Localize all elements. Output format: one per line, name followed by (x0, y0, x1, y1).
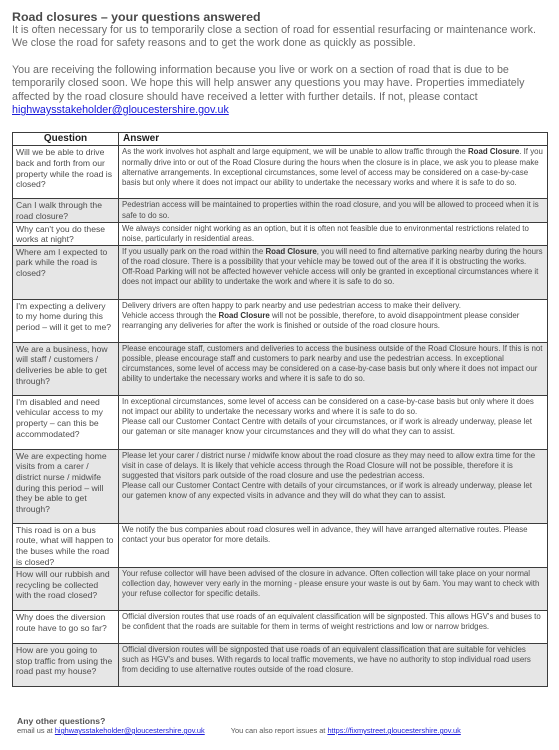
table-row (13, 395, 548, 449)
answer-text: Please call our Customer Contact Centre with details of your circumstances, or if work is already underway, please let our gatemen know of any expected visits in advance and they will do what they can to assist. (122, 481, 532, 501)
answer-bold-text: Road Closure (467, 147, 520, 157)
question-cell: We are expecting home visits from a carer / district nurse / midwife during this period – will they be able to get through? (13, 449, 119, 523)
answer-cell: Pedestrian access will be maintained to properties within the road closure, and you will be allowed to proceed when it is safe to do so. (119, 199, 548, 222)
question-cell: Will we be able to drive back and forth from our property while the road is closed? (13, 146, 119, 199)
answer-cell (119, 395, 548, 449)
table-row (13, 299, 548, 342)
answer-text: Please call our Customer Contact Centre with details of your circumstances, or if work is already underway, please let our gateman or site manager know your circumstances and they will do what they can to assist. (122, 417, 532, 437)
answer-cell (119, 245, 548, 299)
answer-text: Please let your carer / district nurse / midwife know about the road closure as they may need to allow extra time for the visit in case of delays. It is likely that vehicle access through the Road Closure will not be possible, therefore it is suggested that visitors park outside of the road closure and use the pedestrian access. (122, 450, 536, 480)
answer-column-header: Answer (119, 133, 548, 146)
qa-table (12, 132, 548, 687)
question-cell: Can I walk through the road closure? (13, 199, 119, 222)
answer-text: . If you normally drive into or out of the Road Closure during the hours when the closure is in place, we ask you to please make alternative arrangements. In exceptional circumstances, some level of access may be considered on a case-by-case basis but only where it does not impact our ability to undertake the necessary works and where it is safe to do so. (122, 147, 543, 187)
question-cell: We are a business, how will staff / customers / deliveries be able to get through? (13, 342, 119, 395)
intro-paragraph-1: It is often necessary for us to temporarily close a section of road for essential resurfacing or maintenance work. We close the road for safety reasons and to get the work done as quickly as possible. (12, 24, 536, 50)
answer-cell: Official diversion routes will be signposted that use roads of an equivalent classification that are suitable for vehicles such as HGV's and buses. With regards to local traffic movements, we have no authority to stop individual road users from deciding to use alternative routes outside of the road closure. (119, 644, 548, 687)
footer-contact-line (17, 726, 547, 736)
question-cell: How will our rubbish and recycling be collected with the road closed? (13, 568, 119, 611)
table-row (13, 222, 548, 245)
table-row (13, 523, 548, 567)
table-row (13, 644, 548, 687)
question-cell: I'm expecting a delivery to my home during this period – will it get to me? (13, 299, 119, 342)
table-row (13, 611, 548, 644)
answer-cell: Your refuse collector will have been advised of the closure in advance. Often collection will take place on your normal collection day, however very early in the morning - please ensure your waste is out by 6am. You may want to check with your refuse collector for specific details. (119, 568, 548, 611)
question-cell: I'm disabled and need vehicular access to my property – can this be accommodated? (13, 395, 119, 449)
footer-email-link[interactable]: highwaysstakeholder@gloucestershire.gov.uk (54, 726, 205, 735)
answer-text: If you usually park on the road within the (122, 246, 266, 256)
answer-cell: We notify the bus companies about road closures well in advance, they will have arranged alternative routes. Please contact your bus operator for more details. (119, 523, 548, 567)
intro-paragraph-2-text: You are receiving the following information because you live or work on a section of road that is due to be temporarily closed soon. We hope this will help answer any questions you may have. Properties immediately affected by the road closure should have received a letter with further details. If not, please contact (12, 63, 525, 103)
table-row (13, 449, 548, 523)
answer-bold-text: Road Closure (218, 310, 270, 320)
qa-table-header (13, 133, 548, 146)
table-row (13, 245, 548, 299)
answer-text: Delivery drivers are often happy to park nearby and use pedestrian access to make their delivery. (122, 300, 461, 310)
question-cell: How are you going to stop traffic from using the road past my house? (13, 644, 119, 687)
footer-report-link[interactable]: https://fixmystreet.gloucestershire.gov.uk (327, 726, 461, 735)
answer-cell: Please encourage staff, customers and deliveries to access the business outside of the Road Closure hours. If this is not possible, please encourage staff and customers to park nearby and use the pedestrian access. In exceptional circumstances, some level of access may be considered on a case-by-case basis but only where it does not impact our ability to undertake the necessary works and where it is safe to do so. (119, 342, 548, 395)
intro-paragraph-2 (12, 64, 547, 118)
table-row (13, 146, 548, 199)
footer (17, 716, 547, 736)
question-cell: Where am I expected to park while the road is closed? (13, 245, 119, 299)
question-column-header: Question (13, 133, 119, 146)
answer-bold-text: Road Closure (265, 246, 317, 256)
question-cell: Why does the diversion route have to go so far? (13, 611, 119, 644)
table-row (13, 199, 548, 222)
answer-text: Vehicle access through the (122, 310, 219, 320)
answer-cell: Official diversion routes that use roads of an equivalent classification will be signposted. This allows HGV's and buses to be confident that the roads are suitable for them in terms of weight restrictions and low or narrow bridges. (119, 611, 548, 644)
answer-cell (119, 299, 548, 342)
contact-email-link[interactable]: highwaysstakeholder@gloucestershire.gov.uk (12, 104, 229, 117)
footer-report-prefix: You can also report issues at (230, 726, 326, 735)
answer-cell (119, 146, 548, 199)
answer-text: In exceptional circumstances, some level of access can be considered on a case-by-case basis but only where it does not impact our ability to undertake the necessary works and where it is safe to do so. (122, 396, 534, 416)
answer-cell (119, 449, 548, 523)
question-cell: Why can't you do these works at night? (13, 222, 119, 245)
table-row (13, 568, 548, 611)
answer-text: , you will need to find alternative parking nearby during the hours of the road closure. There is a possibility that your vehicle may be towed out of the area if it is obstructing the works. (122, 246, 543, 266)
answer-text: Off-Road Parking will not be affected however vehicle access will only be granted in exceptional circumstances where it does not impact our ability to undertake the work and where it is safe to do so. (122, 267, 539, 287)
table-row (13, 342, 548, 395)
page-title: Road closures – your questions answered (12, 10, 261, 24)
answer-text: will not be possible, therefore, to avoid disappointment please consider rearranging any deliveries for after the work is finished or outside of the road closure hours. (122, 310, 520, 330)
footer-email-prefix: email us at (17, 726, 53, 735)
footer-heading: Any other questions? (17, 716, 106, 726)
question-cell: This road is on a bus route, what will happen to the buses while the road is closed? (13, 523, 119, 567)
answer-text: As the work involves hot asphalt and large equipment, we will be unable to allow traffic through the (122, 147, 468, 157)
answer-cell: We always consider night working as an option, but it is often not feasible due to environmental restrictions related to noise, particularly in residential areas. (119, 222, 548, 245)
